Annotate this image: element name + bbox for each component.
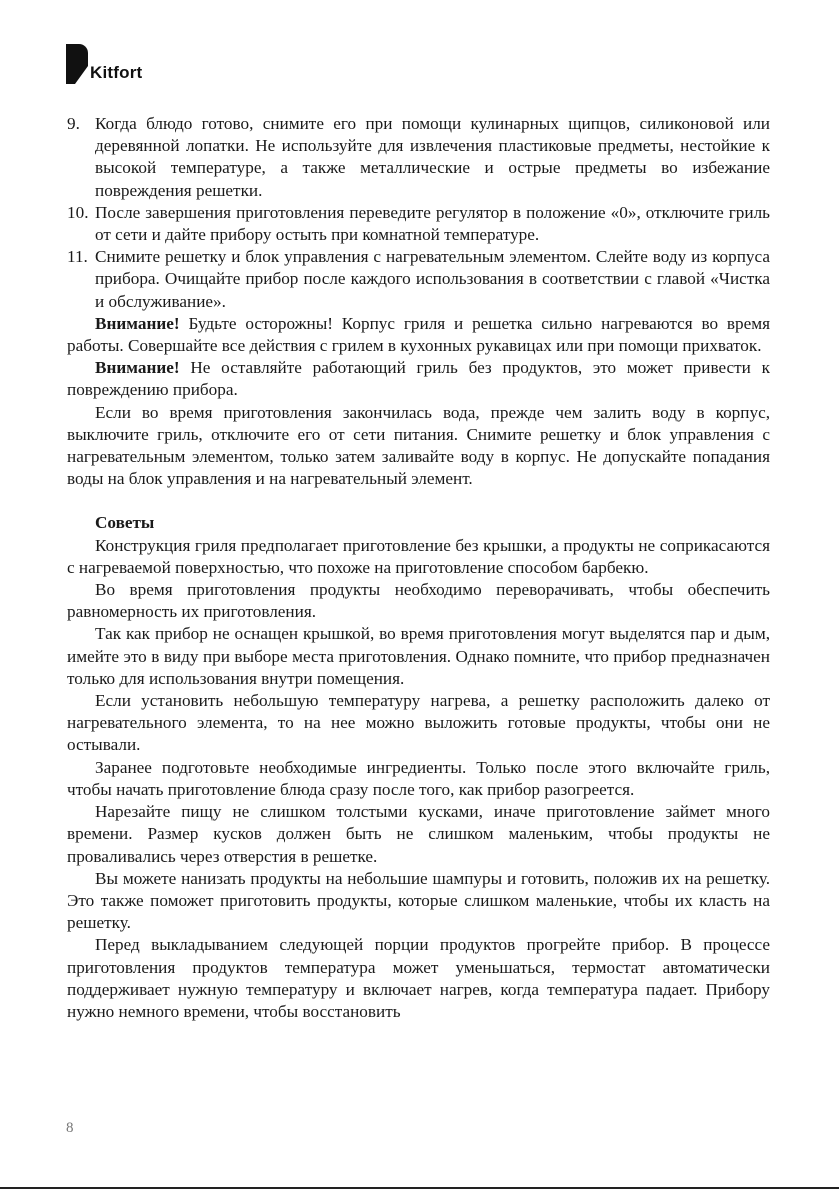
tip-paragraph: Если установить небольшую температуру нагрева, а решетку расположить далеко от нагревательного элемента, то на нее можно выложить готовые продукты, чтобы они не остывали. bbox=[67, 691, 770, 755]
tips-heading: Советы bbox=[95, 513, 155, 533]
tip-paragraph: Заранее подготовьте необходимые ингредиенты. Только после этого включайте гриль, чтобы начать приготовление блюда сразу после того, как прибор разогреется. bbox=[67, 757, 770, 799]
list-item bbox=[67, 246, 770, 313]
water-paragraph: Если во время приготовления закончилась вода, прежде чем залить воду в корпус, выключите гриль, отключите его от сети питания. Снимите решетку и блок управления с нагревательным элементом, только затем заливайте воду в корпус. Не допускайте попадания воды на блок управления и на нагревательный элемент. bbox=[67, 402, 770, 489]
tip-paragraph: Вы можете нанизать продукты на небольшие шампуры и готовить, положив их на решетку. Это также поможет приготовить продукты, которые слишком маленькие, чтобы их класть на решетку. bbox=[67, 868, 770, 933]
list-text: Когда блюдо готово, снимите его при помощи кулинарных щипцов, силиконовой или деревянной лопатки. Не используйте для извлечения пластиковые предметы, нестойкие к высокой температуре, а также металлические и острые предметы во избежание повреждения решетки. bbox=[95, 114, 770, 200]
list-item bbox=[67, 202, 770, 246]
warning-paragraph bbox=[67, 313, 770, 357]
list-text: Снимите решетку и блок управления с нагревательным элементом. Слейте воду из корпуса прибора. Очищайте прибор после каждого использования в соответствии с главой «Чистка и обслуживание». bbox=[95, 247, 770, 311]
tip-paragraph: Нарезайте пищу не слишком толстыми кусками, иначе приготовление займет много времени. Размер кусков должен быть не слишком маленьким, чтобы продукты не проваливались через отверстия в решетке. bbox=[67, 802, 770, 866]
tip-paragraph: Перед выкладыванием следующей порции продуктов прогрейте прибор. В процессе приготовления продуктов температура может уменьшаться, термостат автоматически поддерживает нужную температуру и включает нагрев, когда температура падает. Прибору нужно немного времени, чтобы восстановить bbox=[67, 935, 770, 1021]
warning-text: Не оставляйте работающий гриль без продуктов, это может привести к повреждению прибора. bbox=[67, 358, 770, 400]
tip-paragraph: Во время приготовления продукты необходимо переворачивать, чтобы обеспечить равномерность их приготовления. bbox=[67, 580, 770, 622]
list-item bbox=[67, 113, 770, 202]
bottom-divider bbox=[0, 1187, 839, 1189]
warning-text: Будьте осторожны! Корпус гриля и решетка сильно нагреваются во время работы. Совершайте все действия с грилем в кухонных рукавицах или при помощи прихваток. bbox=[67, 313, 770, 356]
kitfort-logo-icon bbox=[66, 44, 88, 84]
list-text: После завершения приготовления переведите регулятор в положение «0», отключите гриль от сети и дайте прибору остыть при комнатной температуре. bbox=[95, 202, 770, 245]
list-number: 10. bbox=[67, 202, 89, 222]
page-content bbox=[67, 113, 770, 1023]
warning-label: Внимание! bbox=[95, 313, 180, 333]
warning-paragraph bbox=[67, 357, 770, 401]
section-gap bbox=[67, 490, 770, 512]
brand-name: Kitfort bbox=[90, 63, 143, 82]
page-number: 8 bbox=[66, 1120, 74, 1136]
list-number: 11. bbox=[67, 247, 88, 267]
warning-label: Внимание! bbox=[95, 358, 180, 378]
tip-paragraph: Конструкция гриля предполагает приготовление без крышки, а продукты не соприкасаются с нагреваемой поверхностью, что похоже на приготовление способом барбекю. bbox=[67, 535, 770, 577]
tip-paragraph: Так как прибор не оснащен крышкой, во время приготовления могут выделятся пар и дым, имейте это в виду при выборе места приготовления. Однако помните, что прибор предназначен только для использования внутри помещения. bbox=[67, 624, 770, 688]
list-number: 9. bbox=[67, 114, 80, 133]
brand-logo bbox=[66, 44, 142, 84]
